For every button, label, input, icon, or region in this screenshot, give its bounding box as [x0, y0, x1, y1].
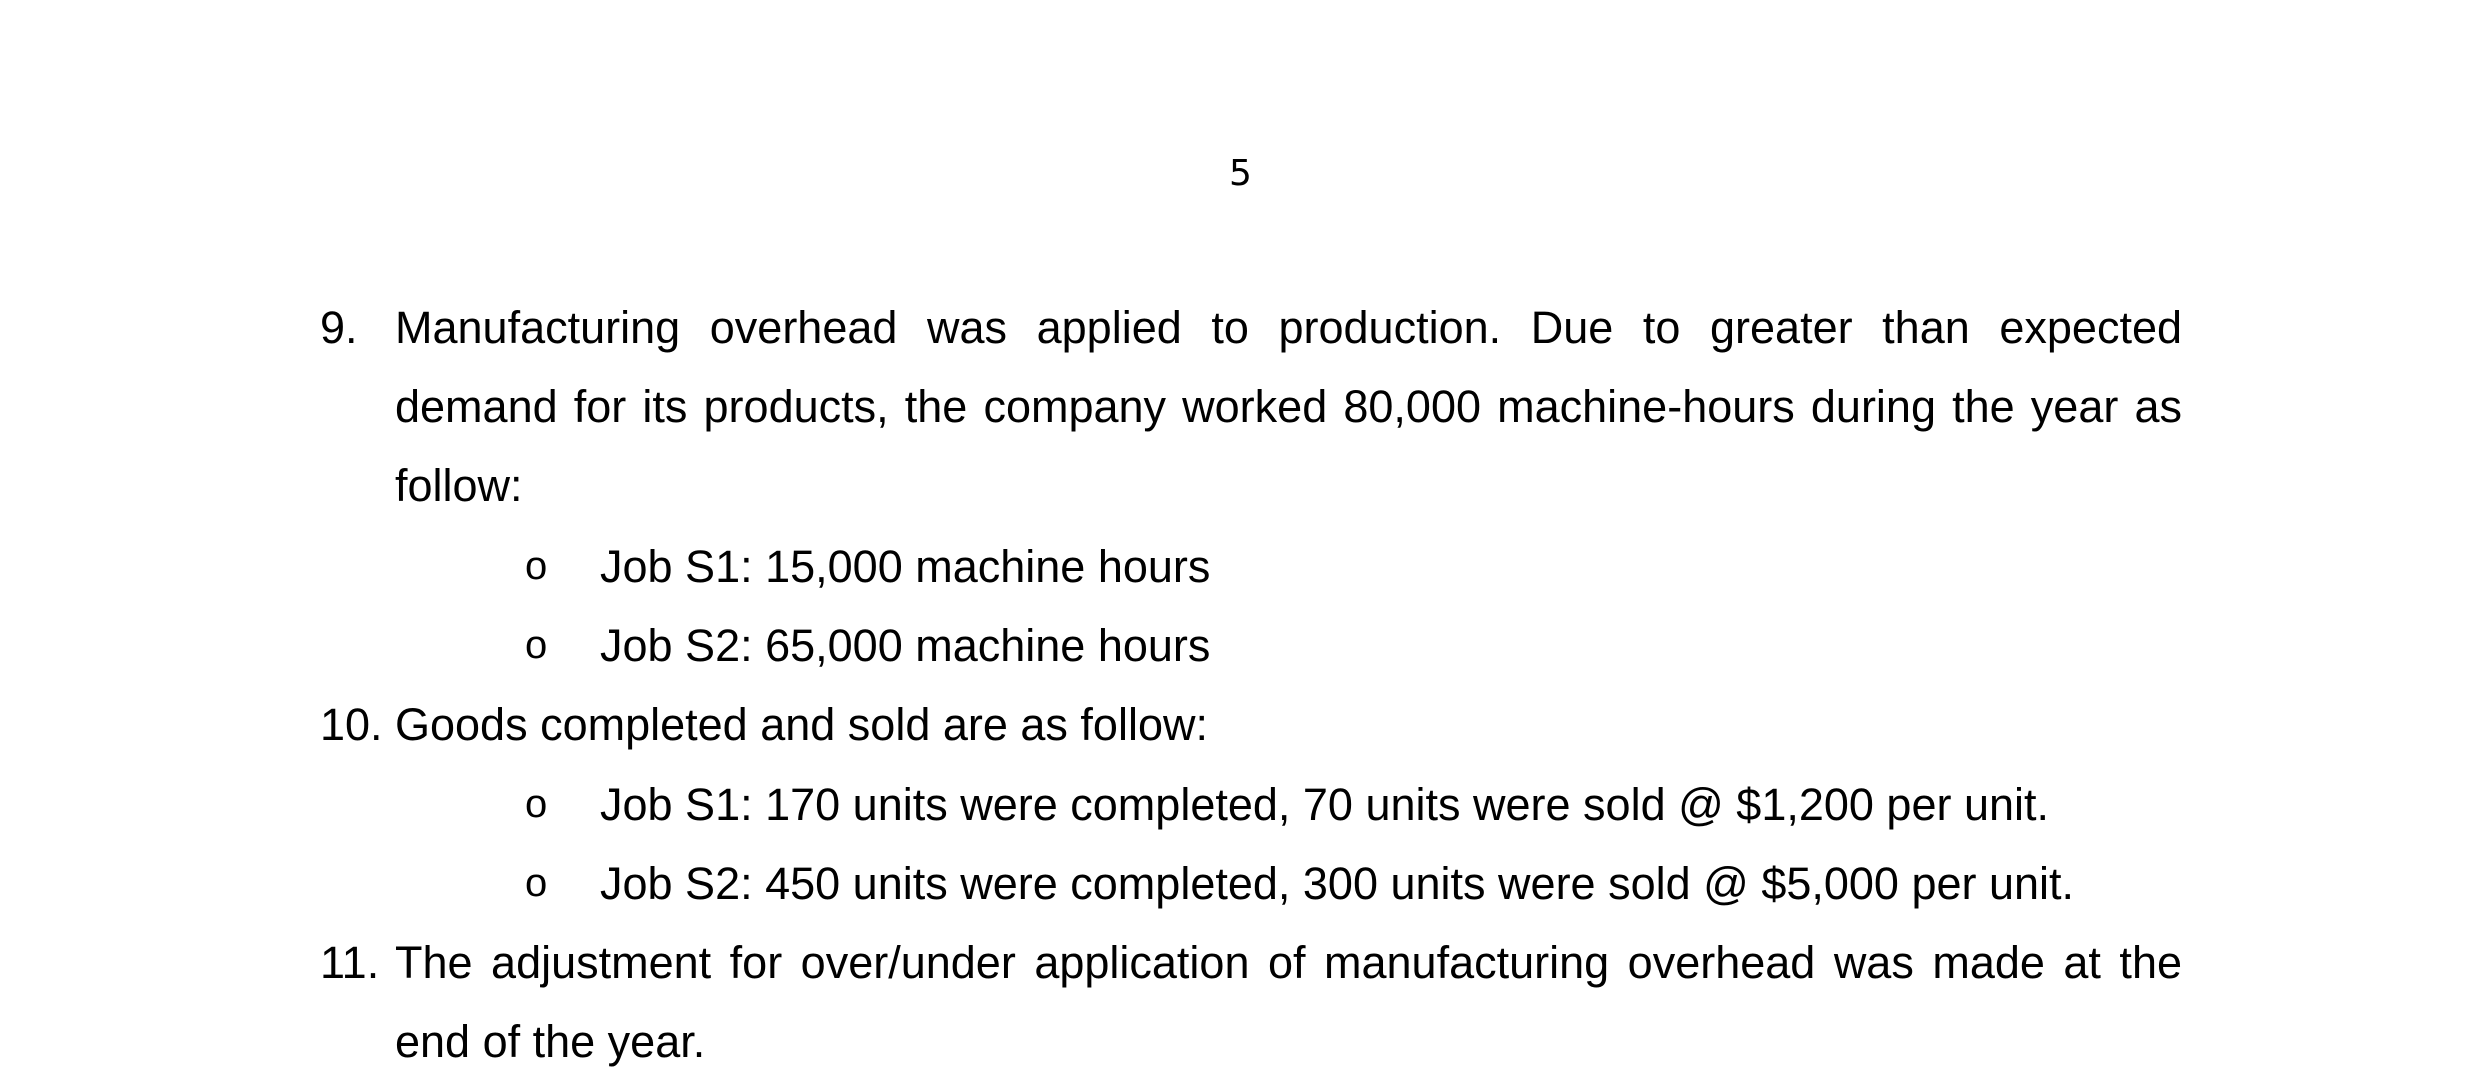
- sub-item-text: Job S1: 170 units were completed, 70 units were sold @ $1,200 per unit.: [600, 779, 2050, 830]
- sub-item-text: Job S1: 15,000 machine hours: [600, 541, 1211, 592]
- hollow-bullet-icon: o: [525, 544, 548, 588]
- list-item-9: [320, 288, 2182, 525]
- list-item-11: [320, 923, 2182, 1081]
- hollow-bullet-icon: o: [525, 861, 548, 905]
- list-item-number: 10.: [320, 699, 383, 750]
- list-item-number: 11.: [320, 937, 380, 988]
- list-item-text: The adjustment for over/under application of manufacturing overhead was made at the end of the year.: [395, 937, 2182, 1067]
- list-item-number: 9.: [320, 302, 358, 353]
- sub-item-text: Job S2: 65,000 machine hours: [600, 620, 1211, 671]
- hollow-bullet-icon: o: [525, 623, 548, 667]
- sub-item-text: Job S2: 450 units were completed, 300 units were sold @ $5,000 per unit.: [600, 858, 2075, 909]
- page-number: 5: [1229, 153, 1252, 194]
- list-item-text: Manufacturing overhead was applied to production. Due to greater than expected demand for its products, the company worked 80,000 machine-hours during the year as follow:: [395, 302, 2182, 511]
- list-item-text: Goods completed and sold are as follow:: [395, 699, 1208, 750]
- hollow-bullet-icon: o: [525, 782, 548, 826]
- list-item-10: [320, 685, 2182, 764]
